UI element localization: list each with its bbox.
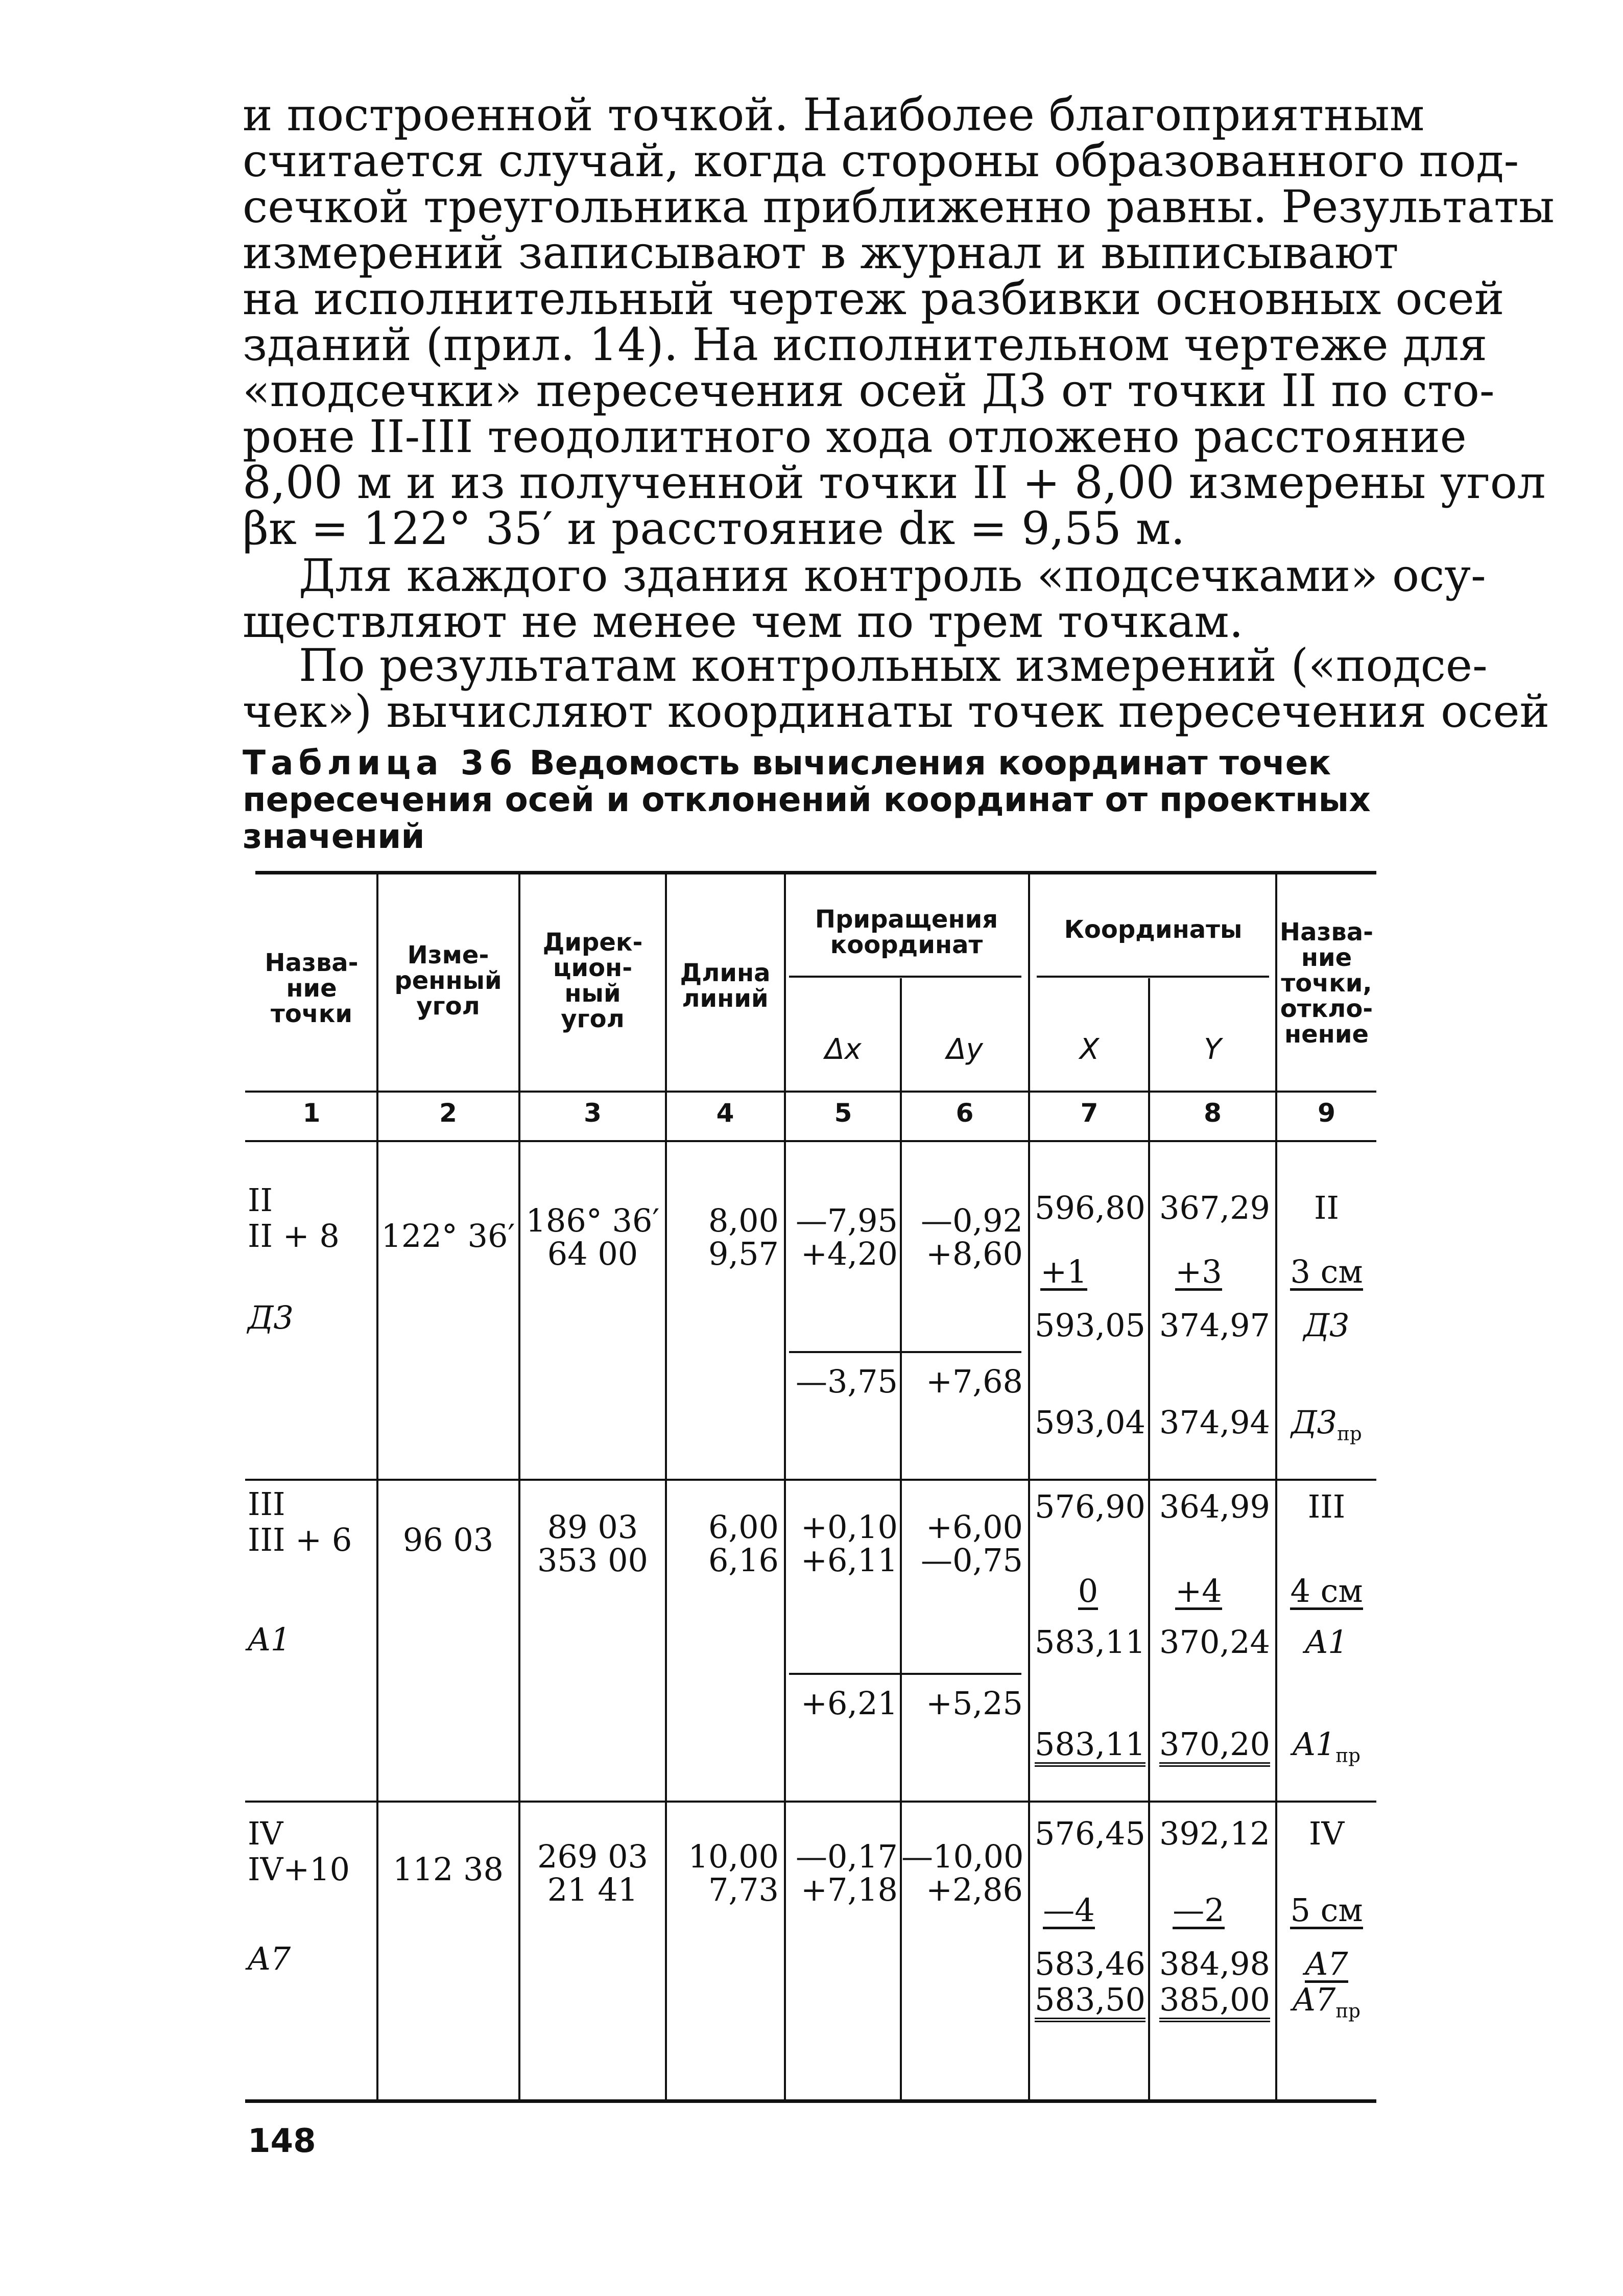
increment-dy: —10,00 <box>901 1838 1024 1875</box>
correction-y: +4 <box>1175 1572 1222 1609</box>
paragraph-1 <box>243 88 1555 555</box>
column-number: 7 <box>1080 1098 1099 1128</box>
caption-line: значений <box>243 817 425 856</box>
direction-angle: 21 41 <box>547 1871 638 1908</box>
header-measured-angle: Изме- ренный угол <box>394 941 502 1021</box>
correction-y: —2 <box>1173 1891 1225 1929</box>
text-line: По результатам контрольных измерений («подсе- <box>299 639 1488 692</box>
text-line: измерений записывают в журнал и выписывают <box>243 226 1399 279</box>
line-length: 8,00 <box>708 1202 779 1239</box>
text-line: сечкой треугольника приближенно равны. Результаты <box>243 180 1555 233</box>
direction-angle: 353 00 <box>537 1542 648 1579</box>
page-number: 148 <box>248 2122 316 2160</box>
increment-dy: —0,92 <box>920 1202 1023 1239</box>
colnum-rule <box>245 1140 1376 1142</box>
point-name: III + 6 <box>248 1521 352 1558</box>
deviation: 5 см <box>1290 1891 1363 1929</box>
correction-x: 0 <box>1078 1572 1099 1609</box>
column-number: 3 <box>584 1098 602 1128</box>
row-separator <box>245 1479 1376 1481</box>
coordinate-x: 583,11 <box>1035 1623 1145 1661</box>
sum-rule <box>789 1673 1021 1675</box>
header-dy: Δy <box>946 1033 983 1066</box>
header-y: Y <box>1204 1033 1222 1066</box>
increment-dx: +0,10 <box>801 1508 898 1546</box>
direction-angle: 186° 36′ <box>526 1202 660 1239</box>
correction-y: +3 <box>1175 1253 1222 1290</box>
coordinate-x: 596,80 <box>1035 1189 1145 1226</box>
table-caption <box>243 745 1376 855</box>
design-point-label: $Д3_{пр}$ <box>1291 1404 1362 1445</box>
text-line: и построенной точкой. Наиболее благоприятным <box>243 88 1425 141</box>
measured-angle: 96 03 <box>402 1521 494 1558</box>
increment-dy: +8,60 <box>926 1235 1023 1272</box>
point-name: II + 8 <box>248 1217 340 1254</box>
coordinate-y: 374,97 <box>1159 1307 1270 1344</box>
increment-dy-sum: +7,68 <box>926 1363 1023 1400</box>
caption-title: Ведомость вычисления координат точек <box>529 743 1331 783</box>
header-coordinates: Координаты <box>1064 915 1243 944</box>
coordinate-y: 385,00 <box>1150 1982 1270 2022</box>
header-x: X <box>1079 1033 1100 1066</box>
text-line: чек») вычисляют координаты точек пересечения осей <box>243 685 1550 738</box>
point-name: III <box>248 1485 285 1523</box>
design-point-label: $A1_{пр}$ <box>1293 1725 1361 1767</box>
column-divider <box>376 873 378 2099</box>
coordinate-x: 576,45 <box>1035 1815 1145 1852</box>
table-top-rule <box>255 871 1376 874</box>
increment-dx-sum: +6,21 <box>801 1685 898 1722</box>
column-divider <box>1028 873 1030 2099</box>
point-name: Д3 <box>248 1299 294 1336</box>
text-line: «подсечки» пересечения осей Д3 от точки II по сто- <box>243 364 1495 417</box>
point-label: II <box>1314 1189 1339 1226</box>
line-length: 6,16 <box>708 1542 779 1579</box>
column-number: 1 <box>302 1098 321 1128</box>
header-line-length: Длина линий <box>680 959 771 1013</box>
column-divider <box>784 873 786 2099</box>
point-label: IV <box>1308 1815 1345 1852</box>
correction-x: +1 <box>1040 1253 1087 1290</box>
point-name: A1 <box>248 1621 291 1658</box>
coordinate-y: 370,24 <box>1159 1623 1270 1661</box>
increment-dy-sum: +5,25 <box>926 1685 1023 1722</box>
row-separator <box>245 1801 1376 1803</box>
header-dx: Δx <box>825 1033 862 1066</box>
paragraph-3 <box>243 639 1550 738</box>
paragraph-2 <box>243 549 1486 648</box>
coord-group-rule <box>1037 976 1269 978</box>
coordinate-x: 593,04 <box>1035 1404 1145 1441</box>
design-point-label: $A7_{пр}$ <box>1293 1981 1361 2022</box>
column-divider <box>1148 978 1150 2099</box>
coordinate-y: 374,94 <box>1159 1404 1270 1441</box>
point-name: II <box>248 1181 273 1219</box>
column-number: 4 <box>716 1098 734 1128</box>
increment-dx: —7,95 <box>795 1202 898 1239</box>
column-number: 8 <box>1204 1098 1222 1128</box>
coordinate-x: 583,11 <box>1031 1726 1145 1767</box>
column-divider <box>665 873 667 2099</box>
column-number: 6 <box>956 1098 974 1128</box>
text-line: βк = 122° 35′ и расстояние dк = 9,55 м. <box>243 502 1185 555</box>
point-label: III <box>1307 1488 1346 1525</box>
point-label: Д3 <box>1303 1307 1350 1344</box>
deviation: 3 см <box>1290 1253 1363 1290</box>
text-line: роне II-III теодолитного хода отложено расстояние <box>243 410 1467 463</box>
coordinate-x: 593,05 <box>1035 1307 1145 1344</box>
point-name: IV <box>248 1815 283 1852</box>
coordinate-y: 367,29 <box>1159 1189 1270 1226</box>
table-number: Таблица 36 <box>243 743 518 783</box>
coordinate-y: 364,99 <box>1159 1488 1270 1525</box>
text-line: 8,00 м и из полученной точки II + 8,00 измерены угол <box>243 456 1546 509</box>
deviation: 4 см <box>1290 1572 1363 1609</box>
coordinate-x: 583,46 <box>1035 1945 1145 1982</box>
line-length: 10,00 <box>688 1838 779 1875</box>
text-line: считается случай, когда стороны образованного под- <box>243 134 1519 187</box>
correction-x: —4 <box>1043 1891 1095 1929</box>
line-length: 6,00 <box>708 1508 779 1546</box>
increment-dx-sum: —3,75 <box>795 1363 898 1400</box>
point-label: A7 <box>1305 1945 1348 1982</box>
text-line: на исполнительный чертеж разбивки основных осей <box>243 272 1505 325</box>
direction-angle: 269 03 <box>537 1838 648 1875</box>
increment-dx: +7,18 <box>801 1871 898 1908</box>
column-number: 5 <box>834 1098 852 1128</box>
measured-angle: 112 38 <box>393 1851 504 1888</box>
text-line: зданий (прил. 14). На исполнительном чертеже для <box>243 318 1488 371</box>
increment-dx: —0,17 <box>795 1838 898 1875</box>
point-name: IV+10 <box>248 1851 350 1888</box>
text-line: ществляют не менее чем по трем точкам. <box>243 595 1244 648</box>
header-deviation: Назва- ние точки, откло- нение <box>1279 918 1374 1049</box>
line-length: 9,57 <box>708 1235 779 1272</box>
increment-dy: +2,86 <box>926 1871 1023 1908</box>
column-number: 9 <box>1318 1098 1335 1128</box>
increment-group-rule <box>789 976 1021 978</box>
coordinate-y: 392,12 <box>1159 1815 1270 1852</box>
header-increments: Приращения координат <box>815 905 998 959</box>
column-number: 2 <box>439 1098 457 1128</box>
line-length: 7,73 <box>708 1871 779 1908</box>
coordinate-y: 370,20 <box>1150 1726 1270 1767</box>
direction-angle: 64 00 <box>547 1235 638 1272</box>
header-point-name: Назва- ние точки <box>265 949 359 1028</box>
point-name: A7 <box>248 1940 291 1977</box>
caption-line: пересечения осей и отклонений координат от проектных <box>243 780 1371 819</box>
column-divider <box>518 873 520 2099</box>
direction-angle: 89 03 <box>547 1508 638 1546</box>
sum-rule <box>789 1351 1021 1353</box>
coordinate-x: 576,90 <box>1035 1488 1145 1525</box>
text-line: Для каждого здания контроль «подсечками» осу- <box>299 549 1486 602</box>
measured-angle: 122° 36′ <box>381 1217 515 1254</box>
increment-dy: +6,00 <box>926 1508 1023 1546</box>
increment-dx: +4,20 <box>801 1235 898 1272</box>
header-direction-angle: Дирек- цион- ный угол <box>542 928 643 1033</box>
point-label: A1 <box>1305 1623 1348 1661</box>
table-bottom-rule <box>245 2099 1376 2103</box>
coordinate-y: 384,98 <box>1159 1945 1270 1982</box>
increment-dy: —0,75 <box>920 1542 1023 1579</box>
increment-dx: +6,11 <box>801 1542 898 1579</box>
header-rule <box>245 1091 1376 1093</box>
coordinate-x: 583,50 <box>1031 1982 1145 2022</box>
